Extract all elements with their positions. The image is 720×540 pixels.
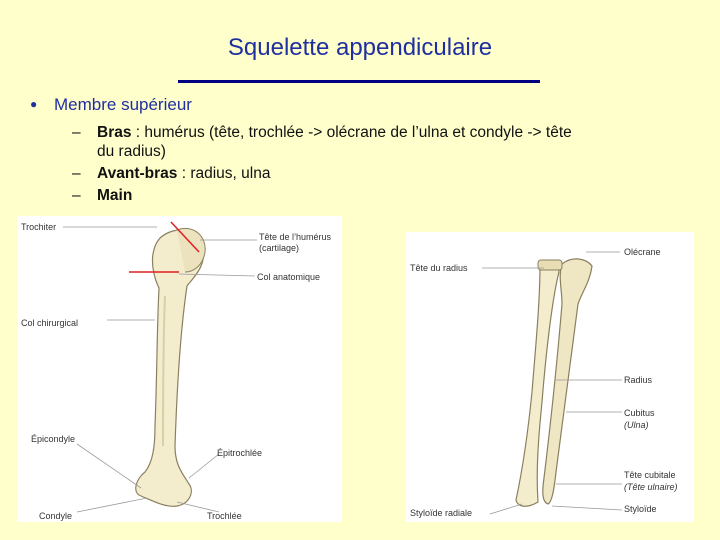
sub-item-avant-bras [72, 163, 702, 185]
text-avant-bras: : radius, ulna [177, 165, 271, 182]
label-cubitus: Cubitus [624, 408, 655, 418]
label-radius: Radius [624, 375, 653, 385]
forearm-figure [406, 232, 694, 522]
label-styloide: Styloïde [624, 504, 657, 514]
label-cartilage: (cartilage) [259, 243, 300, 253]
label-olecrane: Olécrane [624, 247, 661, 257]
term-avant-bras: Avant-bras [97, 165, 178, 182]
term-main: Main [97, 187, 133, 204]
text-bras: : humérus (tête, trochlée -> olécrane de l’ulna et condyle -> tête [131, 124, 572, 141]
bullet-label: Membre supérieur [54, 95, 192, 114]
label-condyle: Condyle [39, 511, 73, 521]
label-col-chirurgical: Col chirurgical [21, 318, 79, 328]
label-tete-cubitale: Tête cubitale [624, 470, 676, 480]
label-epitrochlee: Épitrochlée [217, 448, 263, 458]
label-ulna: (Ulna) [624, 420, 649, 430]
dash-marker: – [72, 124, 81, 141]
label-trochlee: Trochlée [207, 511, 242, 521]
label-tete-humerus: Tête de l’humérus [259, 232, 332, 242]
label-col-anatomique: Col anatomique [257, 272, 321, 282]
sub-item-main [72, 185, 702, 207]
bullet-dot-icon: ● [30, 97, 38, 111]
label-tete-ulnaire: (Tête ulnaire) [624, 482, 678, 492]
slide-title: Squelette appendiculaire [227, 34, 493, 61]
label-tete-radius: Tête du radius [410, 263, 468, 273]
dash-marker: – [72, 165, 81, 182]
label-styloide-radiale: Styloïde radiale [410, 508, 473, 518]
label-epicondyle: Épicondyle [31, 434, 76, 444]
sub-item-bras [72, 122, 702, 163]
text-bras-line2: du radius) [97, 143, 166, 160]
sub-bullet-list [72, 122, 702, 207]
dash-marker: – [72, 187, 81, 204]
humerus-figure [17, 216, 342, 522]
term-bras: Bras [97, 124, 132, 141]
humerus-illustration [17, 216, 342, 522]
label-trochiter: Trochiter [21, 222, 57, 232]
title-underline [178, 80, 540, 83]
bullet-membre-superieur [30, 95, 192, 115]
